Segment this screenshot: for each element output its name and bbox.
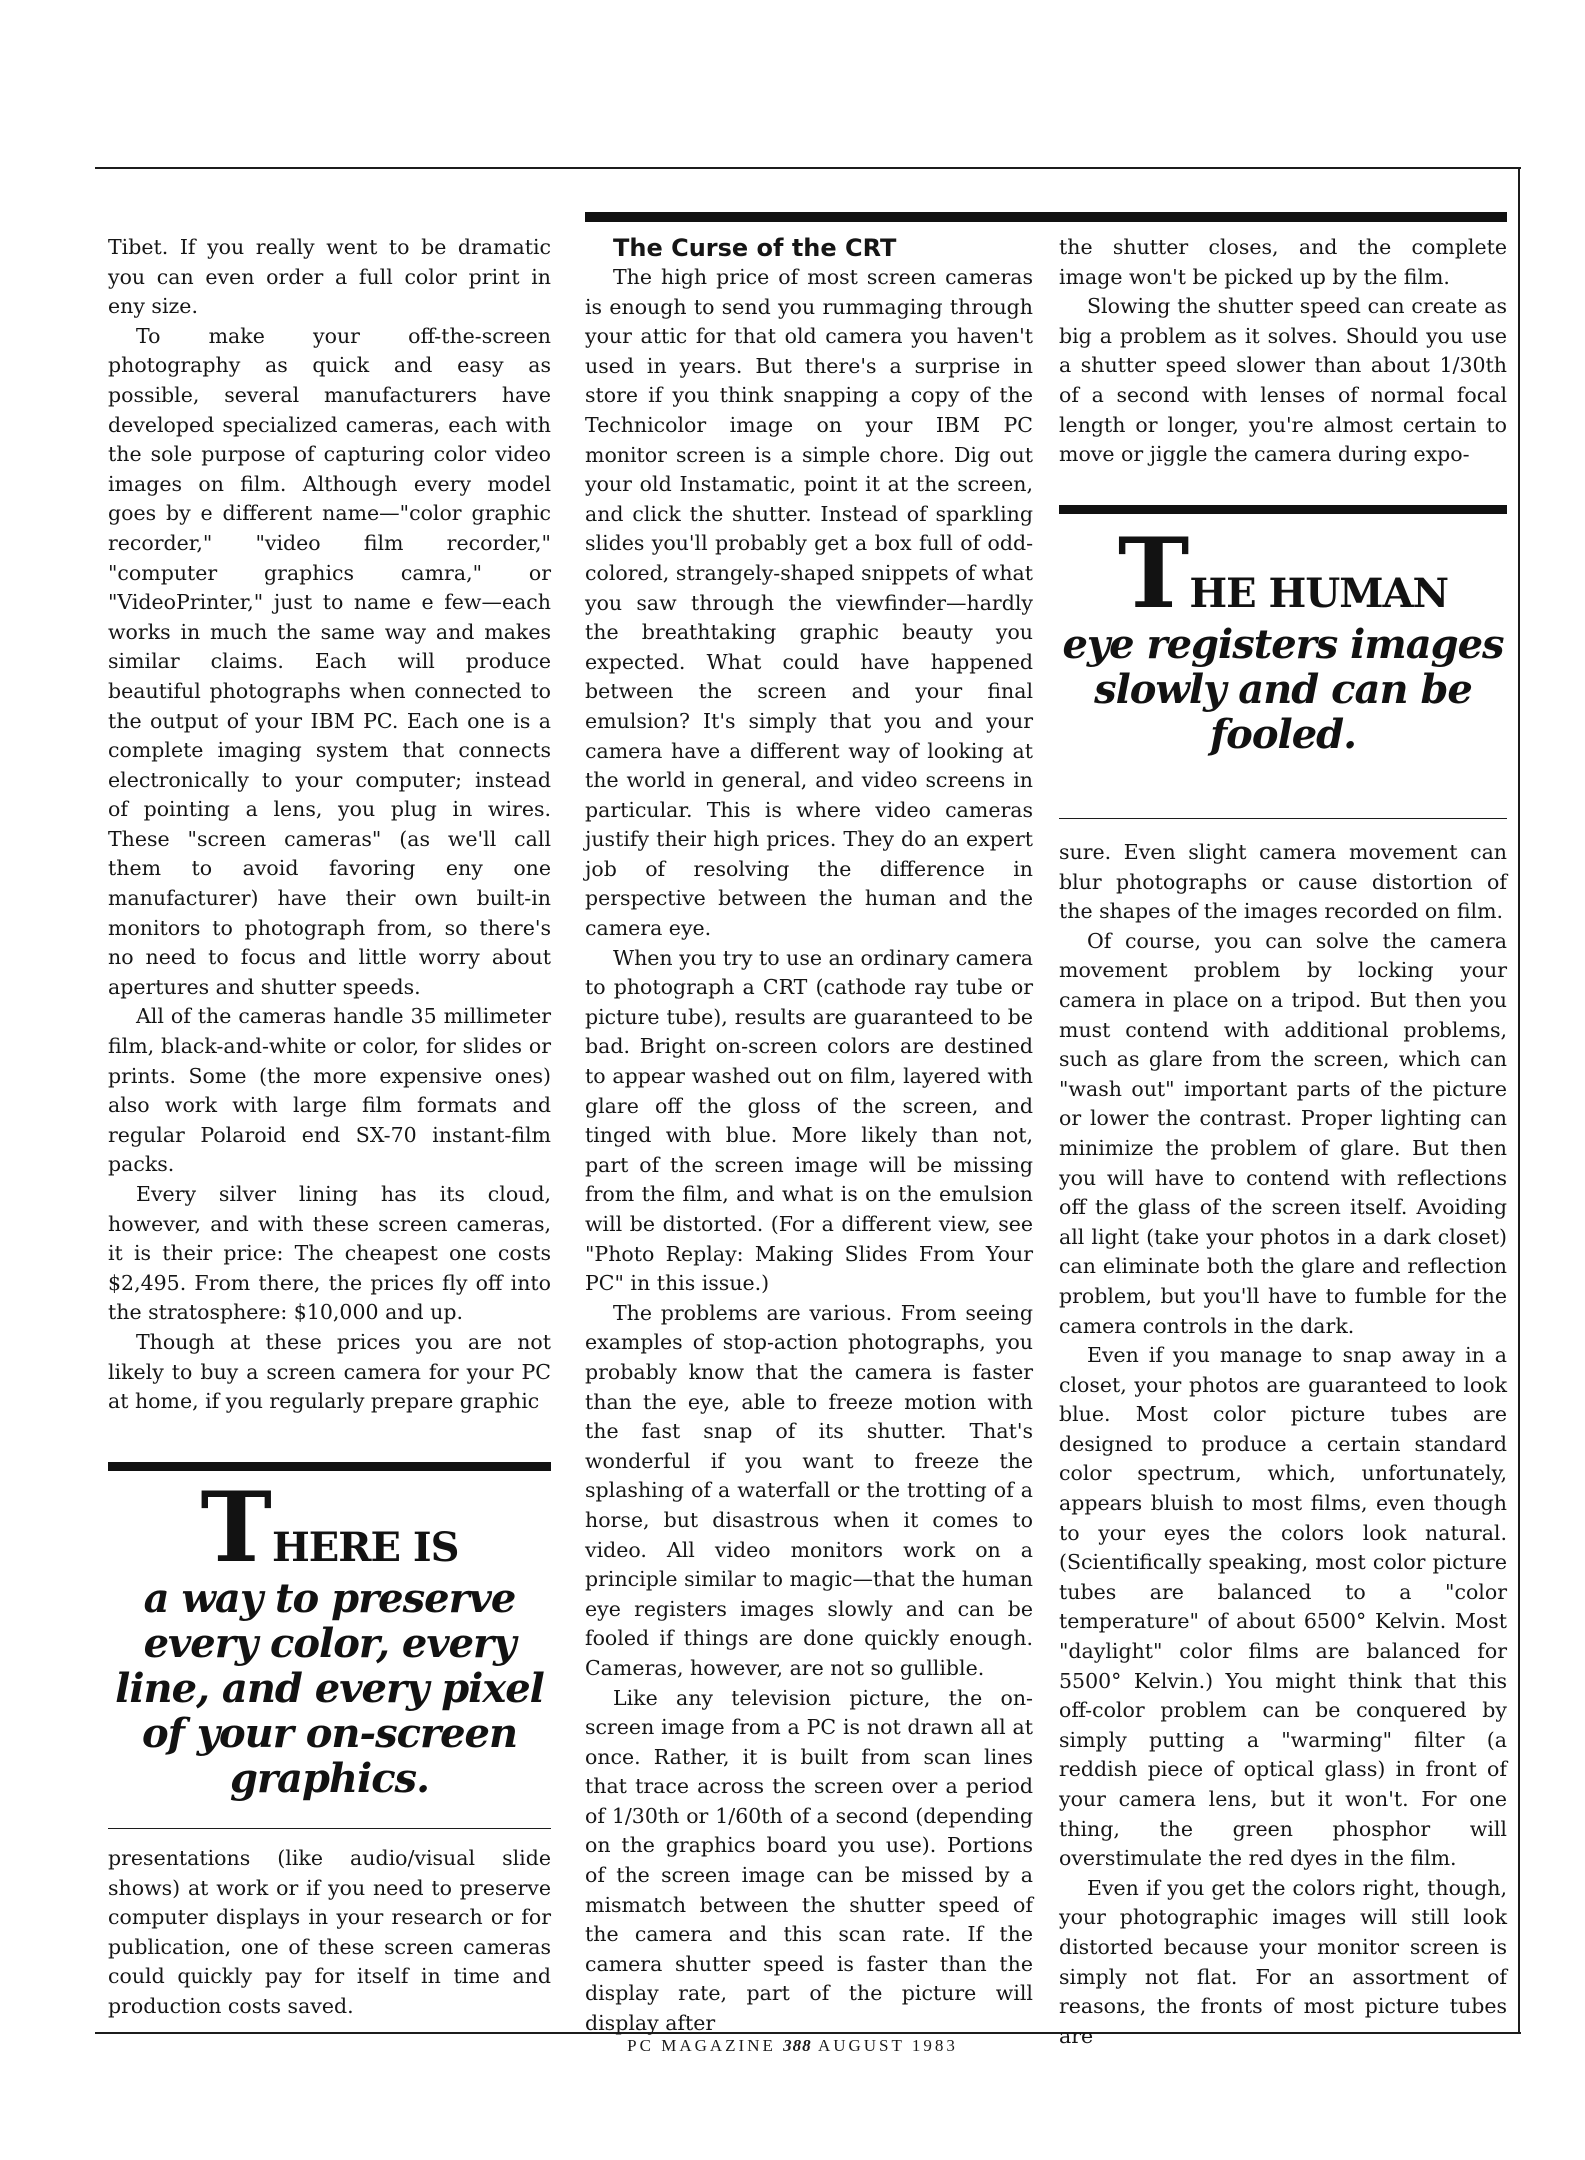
body-paragraph: Tibet. If you really went to be dramatic you can even order a full color print in eny size.	[108, 235, 551, 319]
pullquote-top-bar	[1059, 505, 1507, 514]
body-paragraph: The problems are various. From seeing examples of stop-action photographs, you probably know that the camera is faster than the eye, able to freeze motion with the fast snap of its shutter. That's wonderful if you want to freeze the splashing of a waterfall or the trotting of a horse, but disastrous when it comes to video. All video monitors work on a principle similar to magic—that the human eye registers images slowly and can be fooled if things are done quickly enough. Cameras, however, are not so gullible.	[585, 1300, 1033, 1680]
pullquote-lead: HERE IS	[271, 1524, 459, 1571]
body-paragraph: When you try to use an ordinary camera to photograph a CRT (cathode ray tube or picture tube), results are guaranteed to be bad. Bright on-screen colors are destined to appear washed out on film, layered with glare off the gloss of the screen, and tinged with blue. More likely than not, part of the screen image will be missing from the film, and what is on the emulsion will be distorted. (For a different view, see "Photo Replay: Making Slides From Your PC" in this issue.)	[585, 945, 1033, 1296]
footer-page-number: 388	[783, 2036, 812, 2055]
column-1	[108, 233, 551, 1417]
column-3-continued	[1059, 838, 1507, 2051]
pullquote-bottom-rule	[108, 1828, 551, 1829]
body-paragraph: Though at these prices you are not likely to buy a screen camera for your PC at home, if you regularly prepare graphic	[108, 1329, 551, 1414]
column-3	[1059, 233, 1507, 470]
body-paragraph: Even if you manage to snap away in a closet, your photos are guaranteed to look blue. Most color picture tubes are designed to produce a certain standard color spectrum, which, unfortunately, appears bluish to most films, even though to your eyes the colors look natural. (Scientifically speaking, most color picture tubes are balanced to a "color temperature" of about 6500° Kelvin. Most "daylight" color films are balanced for 5500° Kelvin.) You might think that this off-color problem can be conquered by simply putting a "warming" filter (a reddish piece of optical glass) in front of your camera lens, but it won't. For one thing, the green phosphor will overstimulate the red dyes in the film.	[1059, 1343, 1507, 1871]
pullquote-first-line	[108, 1471, 551, 1584]
page-footer	[0, 2036, 1585, 2056]
body-paragraph: Like any television picture, the on-screen image from a PC is not drawn all at once. Rather, it is built from scan lines that trace across the screen over a period of 1/30th or 1/60th of a second (depending on the graphics board you use). Portions of the screen image can be missed by a mismatch between the shutter speed of the camera and this scan rate. If the camera shutter speed is faster than the display rate, part of the picture will display after	[585, 1685, 1033, 2036]
pullquote-drop-cap: T	[200, 1471, 272, 1584]
pullquote-bottom-rule	[1059, 818, 1507, 819]
column-2	[585, 233, 1033, 2039]
body-paragraph: The high price of most screen cameras is enough to send you rummaging through your attic for that old camera you haven't used in years. But there's a surprise in store if you think snapping a copy of the Technicolor image on your IBM PC monitor screen is a simple chore. Dig out your old Instamatic, point it at the screen, and click the shutter. Instead of sparkling slides you'll probably get a box full of odd-colored, strangely-shaped snippets of what you saw through the viewfinder—hardly the breathtaking graphic beauty you expected. What could have happened between the screen and your final emulsion? It's simply that you and your camera have a different way of looking at the world in general, and video screens in particular. This is where video cameras justify their high prices. They do an expert job of resolving the difference in perspective between the human and the camera eye.	[585, 265, 1033, 941]
page-frame-top	[95, 167, 1521, 169]
pullquote-lead: HE HUMAN	[1189, 570, 1449, 617]
body-paragraph: Of course, you can solve the camera movement problem by locking your camera in place on a tripod. But then you must contend with additional problems, such as glare from the screen, which can "wash out" important parts of the picture or lower the contrast. Proper lighting can minimize the problem of glare. But then you will have to contend with reflections off the glass of the screen itself. Avoiding all light (take your photos in a dark closet) can eliminate both the glare and reflection problem, but you'll have to fumble for the camera controls in the dark.	[1059, 928, 1507, 1338]
pullquote-top-bar	[108, 1462, 551, 1471]
body-paragraph: sure. Even slight camera movement can blur photographs or cause distortion of the shapes of the images recorded on film.	[1059, 840, 1507, 924]
pullquote-1	[108, 1471, 551, 1802]
pullquote-first-line	[1059, 517, 1507, 630]
pullquote-text: eye registers images slowly and can be fooled.	[1062, 621, 1504, 758]
body-paragraph: All of the cameras handle 35 millimeter film, black-and-white or color, for slides or prints. Some (the more expensive ones) also work with large film formats and regular Polaroid end SX-70 instant-film packs.	[108, 1004, 551, 1177]
body-paragraph: presentations (like audio/visual slide shows) at work or if you need to preserve computer displays in your research or for publication, one of these screen cameras could quickly pay for itself in time and production costs saved.	[108, 1846, 551, 2018]
page-frame-right	[1518, 167, 1520, 2034]
section-rule	[585, 212, 1507, 222]
pullquote-drop-cap: T	[1117, 517, 1190, 630]
body-paragraph: Even if you get the colors right, though, your photographic images will still look distorted because your monitor screen is simply not flat. For an assortment of reasons, the fronts of most picture tubes are	[1059, 1875, 1507, 2048]
body-paragraph: Every silver lining has its cloud, however, and with these screen cameras, it is their price: The cheapest one costs $2,495. From there, the prices fly off into the stratosphere: $10,000 and up.	[108, 1182, 551, 1325]
body-paragraph: To make your off-the-screen photography as quick and easy as possible, several manufacturers have developed specialized cameras, each with the sole purpose of capturing color video images on film. Although every model goes by e different name—"color graphic recorder," "video film recorder," "computer graphics camra," or "VideoPrinter," just to name e few—each works in much the same way and makes similar claims. Each will produce beautiful photographs when connected to the output of your IBM PC. Each one is a complete imaging system that connects electronically to your computer; instead of pointing a lens, you plug in wires. These "screen cameras" (as we'll call them to avoid favoring eny one manufacturer) have their own built-in monitors to photograph from, so there's no need to focus and little worry about apertures and shutter speeds.	[108, 323, 551, 999]
column-1-continued	[108, 1844, 551, 2022]
footer-magazine: PC MAGAZINE	[627, 2036, 776, 2055]
section-heading: The Curse of the CRT	[613, 234, 897, 262]
body-paragraph: Slowing the shutter speed can create as big a problem as it solves. Should you use a shutter speed slower than about 1/30th of a second with lenses of normal focal length or longer, you're almost certain to move or jiggle the camera during expo-	[1059, 294, 1507, 467]
body-paragraph: the shutter closes, and the complete image won't be picked up by the film.	[1059, 235, 1507, 289]
pullquote-text: a way to preserve every color, every line, and every pixel of your on-screen graphics.	[115, 1575, 544, 1802]
footer-date: AUGUST 1983	[817, 2036, 958, 2055]
pullquote-2	[1059, 517, 1507, 758]
